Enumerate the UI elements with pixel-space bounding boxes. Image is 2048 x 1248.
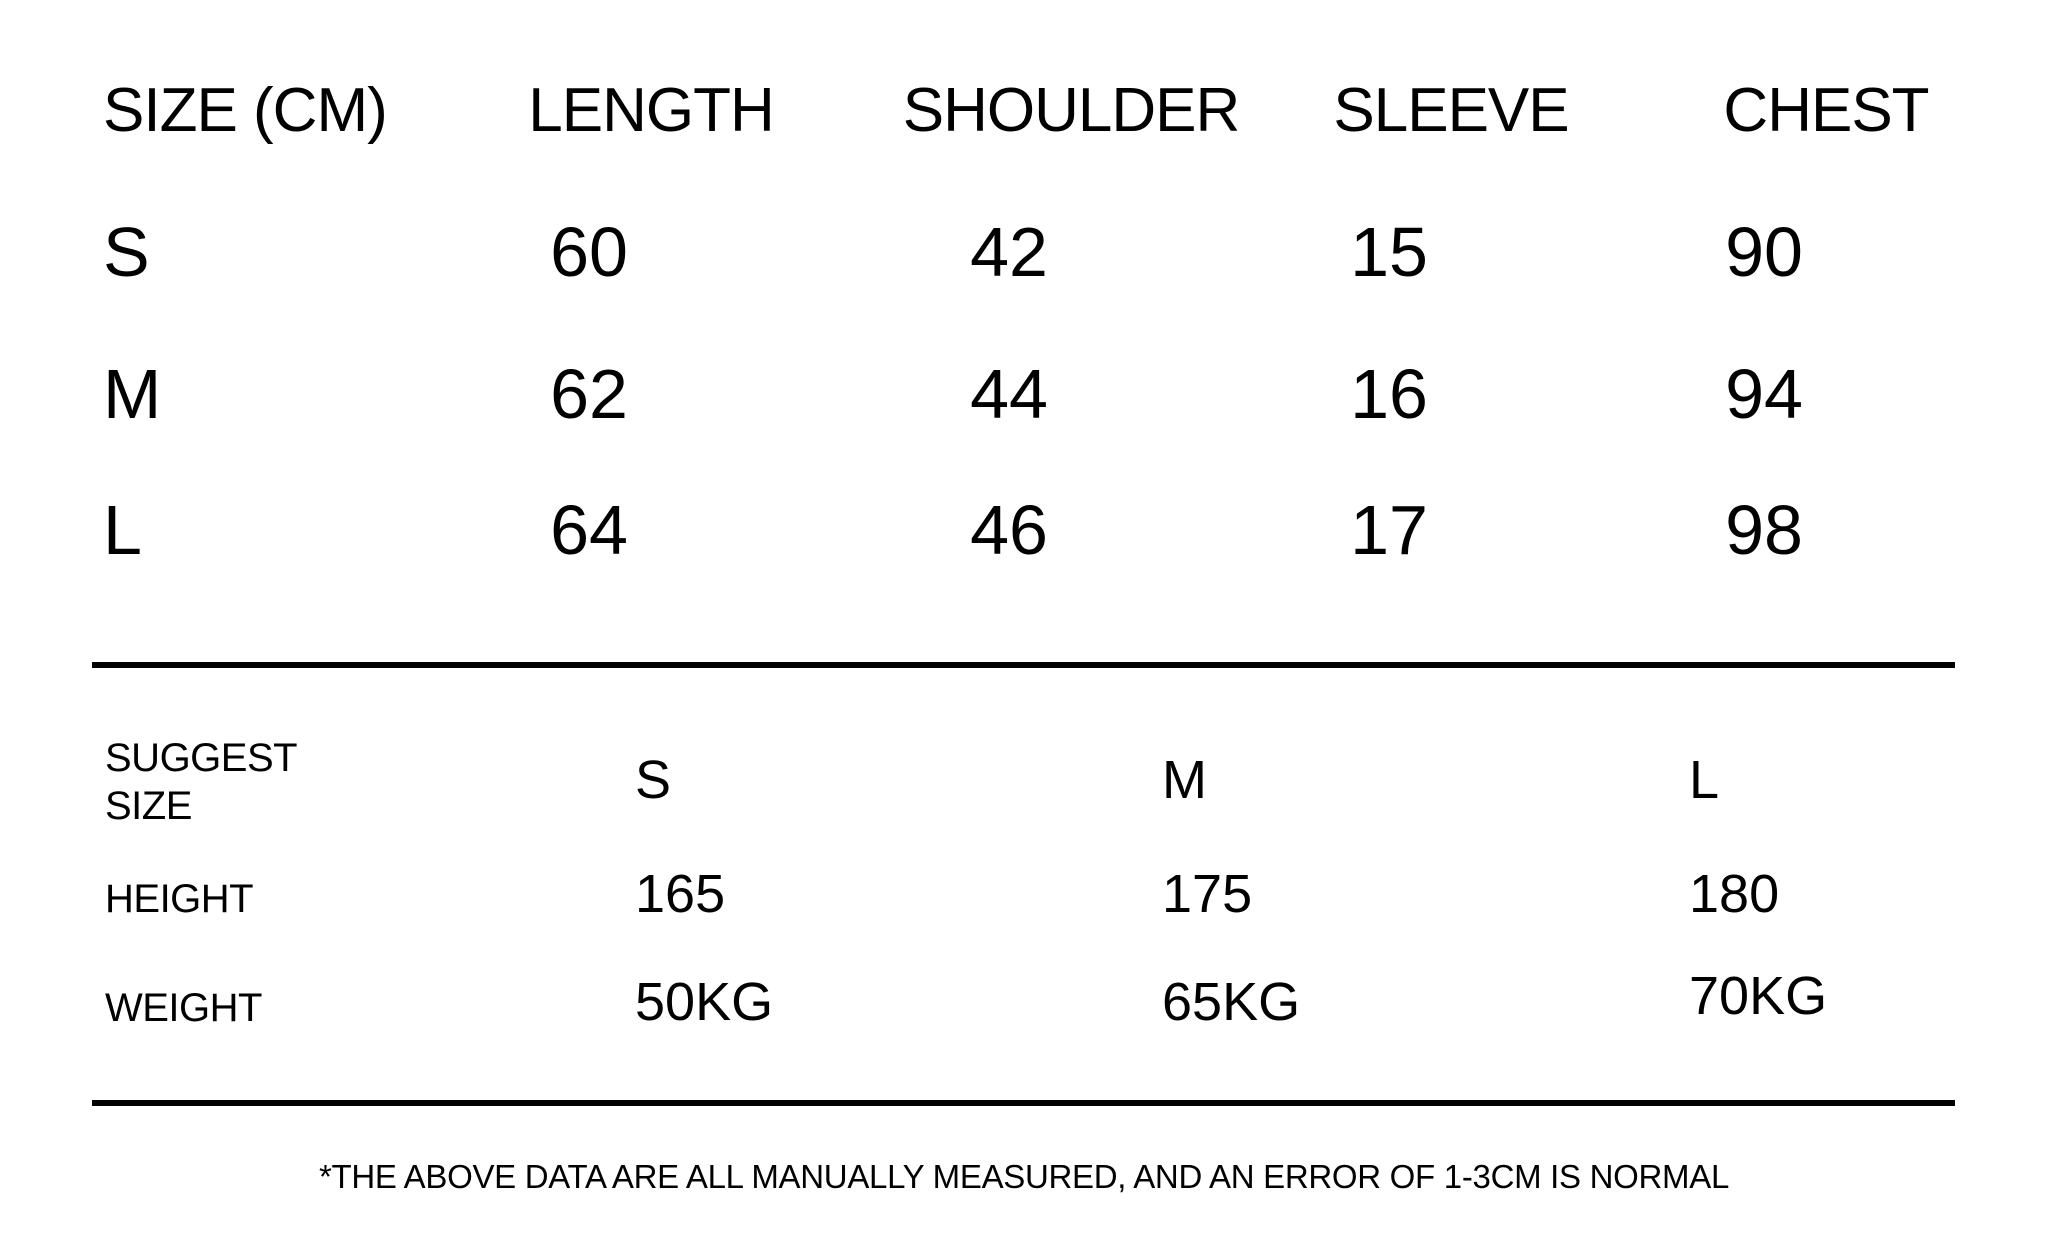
row-label-m: M (103, 355, 162, 433)
cell-l-chest: 98 (1725, 491, 1803, 569)
row-label-l: L (103, 491, 142, 569)
table-row-m (0, 355, 2048, 433)
suggest-size-row (0, 736, 2048, 849)
weight-m: 65KG (1162, 972, 1301, 1032)
suggest-size-label-line2: SIZE (105, 784, 192, 828)
suggest-size-m: M (1162, 750, 1207, 810)
cell-m-length: 62 (550, 355, 628, 433)
weight-label: WEIGHT (105, 986, 262, 1030)
cell-m-chest: 94 (1725, 355, 1803, 433)
height-m: 175 (1162, 864, 1253, 924)
cell-m-sleeve: 16 (1350, 355, 1428, 433)
col-header-sleeve: SLEEVE (1333, 76, 1569, 145)
row-label-s: S (103, 213, 150, 291)
suggest-size-s: S (635, 750, 672, 810)
measurement-disclaimer: *THE ABOVE DATA ARE ALL MANUALLY MEASURED, AND AN ERROR OF 1-3CM IS NORMAL (318, 1158, 1729, 1195)
height-row (0, 864, 2048, 924)
cell-s-length: 60 (550, 213, 628, 291)
height-s: 165 (635, 864, 726, 924)
cell-m-shoulder: 44 (970, 355, 1048, 433)
cell-l-sleeve: 17 (1350, 491, 1428, 569)
table-row-s (0, 213, 2048, 291)
weight-row (0, 966, 2048, 1032)
cell-s-sleeve: 15 (1350, 213, 1428, 291)
height-label: HEIGHT (105, 877, 254, 921)
height-l: 180 (1689, 864, 1780, 924)
suggest-size-label-line1: SUGGEST (105, 736, 298, 780)
cell-l-shoulder: 46 (970, 491, 1048, 569)
cell-l-length: 64 (550, 491, 628, 569)
cell-s-chest: 90 (1725, 213, 1803, 291)
col-header-length: LENGTH (528, 76, 774, 145)
divider-line-bottom (92, 1100, 1955, 1106)
table-row-l (0, 491, 2048, 569)
weight-s: 50KG (635, 972, 774, 1032)
col-header-chest: CHEST (1723, 76, 1929, 145)
suggest-size-l: L (1689, 750, 1720, 810)
col-header-size-cm: SIZE (CM) (103, 76, 387, 145)
size-table-header-row (0, 76, 2048, 145)
cell-s-shoulder: 42 (970, 213, 1048, 291)
col-header-shoulder: SHOULDER (902, 76, 1240, 145)
divider-line-top (92, 662, 1955, 668)
suggest-size-label (0, 734, 635, 830)
weight-l: 70KG (1689, 966, 1828, 1026)
